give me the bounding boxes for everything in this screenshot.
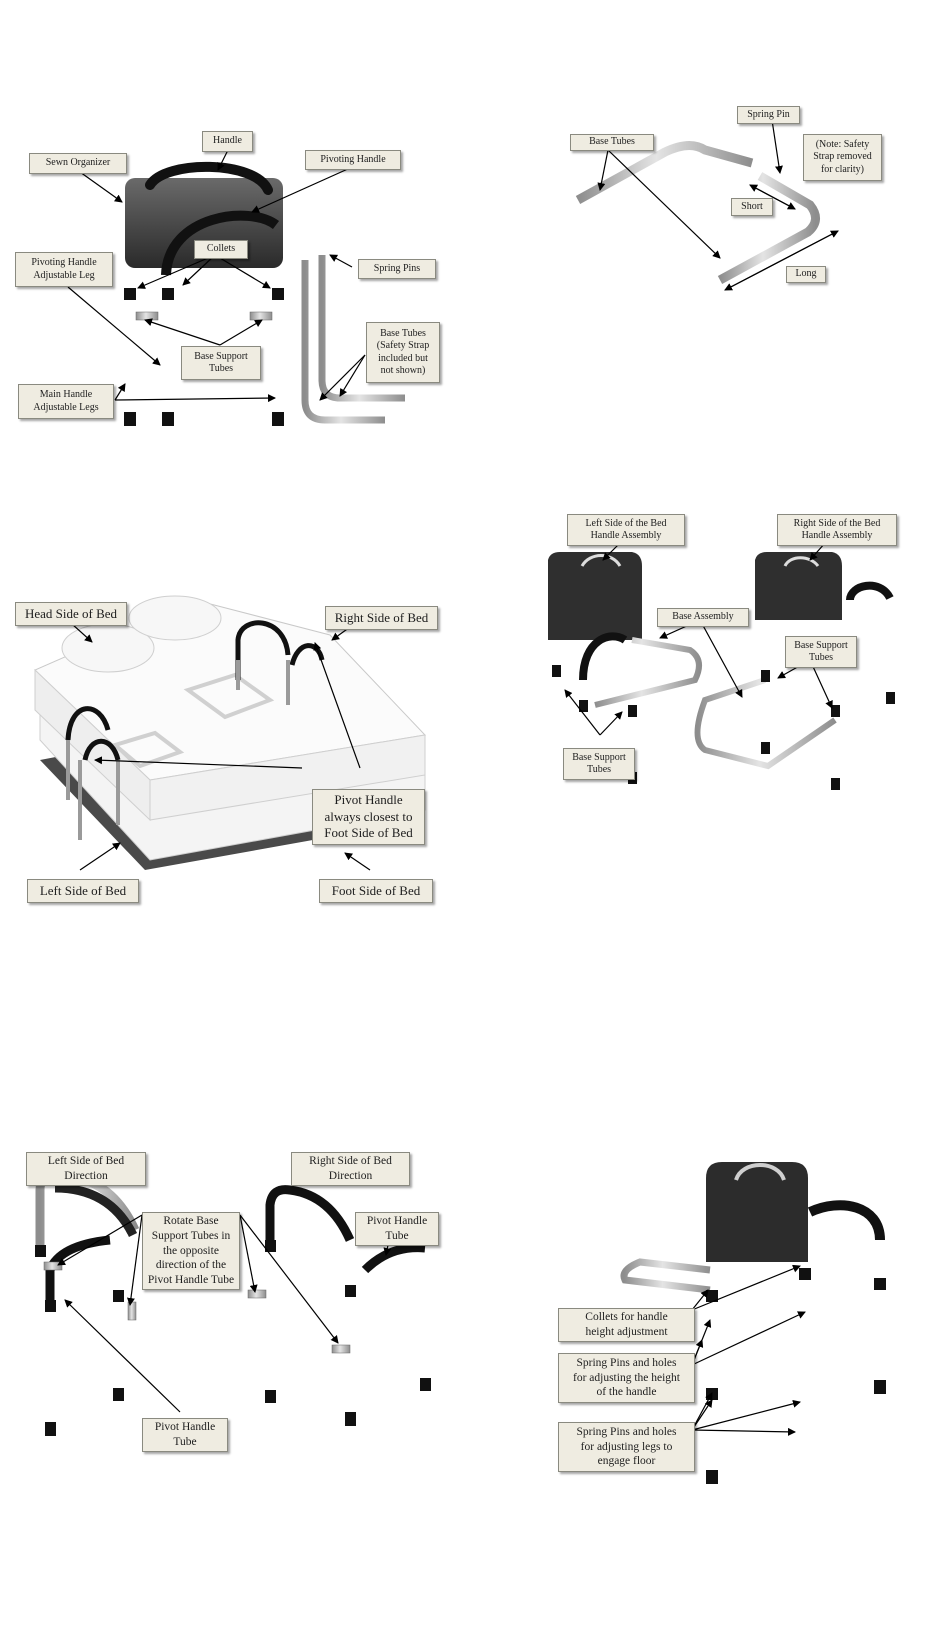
label-base-support-right: Base Support Tubes: [785, 636, 857, 668]
label-handle: Handle: [202, 131, 253, 152]
label-spring-pins-handle: Spring Pins and holes for adjusting the height of the handle: [558, 1353, 695, 1403]
label-spring-pins-legs: Spring Pins and holes for adjusting legs to engage floor: [558, 1422, 695, 1472]
label-pivot-tube-top: Pivot Handle Tube: [355, 1212, 439, 1246]
label-right-side: Right Side of Bed: [325, 606, 438, 630]
label-left-assembly: Left Side of the Bed Handle Assembly: [567, 514, 685, 546]
label-safety-note: (Note: Safety Strap removed for clarity): [803, 134, 882, 181]
label-collets-height: Collets for handle height adjustment: [558, 1308, 695, 1342]
label-spring-pin: Spring Pin: [737, 106, 800, 124]
label-base-support-tubes: Base Support Tubes: [181, 346, 261, 380]
label-main-handle-legs: Main Handle Adjustable Legs: [18, 384, 114, 419]
label-right-direction: Right Side of Bed Direction: [291, 1152, 410, 1186]
label-base-support-left: Base Support Tubes: [563, 748, 635, 780]
panel1-drawing: [68, 150, 405, 426]
label-short: Short: [731, 198, 773, 216]
label-right-assembly: Right Side of the Bed Handle Assembly: [777, 514, 897, 546]
label-rotate-note: Rotate Base Support Tubes in the opposite direction of the Pivot Handle Tube: [142, 1212, 240, 1290]
label-foot-side: Foot Side of Bed: [319, 879, 433, 903]
label-left-side: Left Side of Bed: [27, 879, 139, 903]
label-head-side: Head Side of Bed: [15, 602, 127, 626]
label-long: Long: [786, 266, 826, 283]
label-collets: Collets: [194, 240, 248, 259]
label-base-tubes-note: Base Tubes (Safety Strap included but not shown): [366, 322, 440, 383]
label-pivot-tube-bottom: Pivot Handle Tube: [142, 1418, 228, 1452]
label-left-direction: Left Side of Bed Direction: [26, 1152, 146, 1186]
label-sewn-organizer: Sewn Organizer: [29, 153, 127, 174]
label-pivoting-handle: Pivoting Handle: [305, 150, 401, 170]
label-spring-pins: Spring Pins: [358, 259, 436, 279]
label-base-assembly: Base Assembly: [657, 608, 749, 627]
label-pivoting-handle-leg: Pivoting Handle Adjustable Leg: [15, 252, 113, 287]
label-base-tubes: Base Tubes: [570, 134, 654, 151]
label-pivot-note: Pivot Handle always closest to Foot Side of Bed: [312, 789, 425, 845]
